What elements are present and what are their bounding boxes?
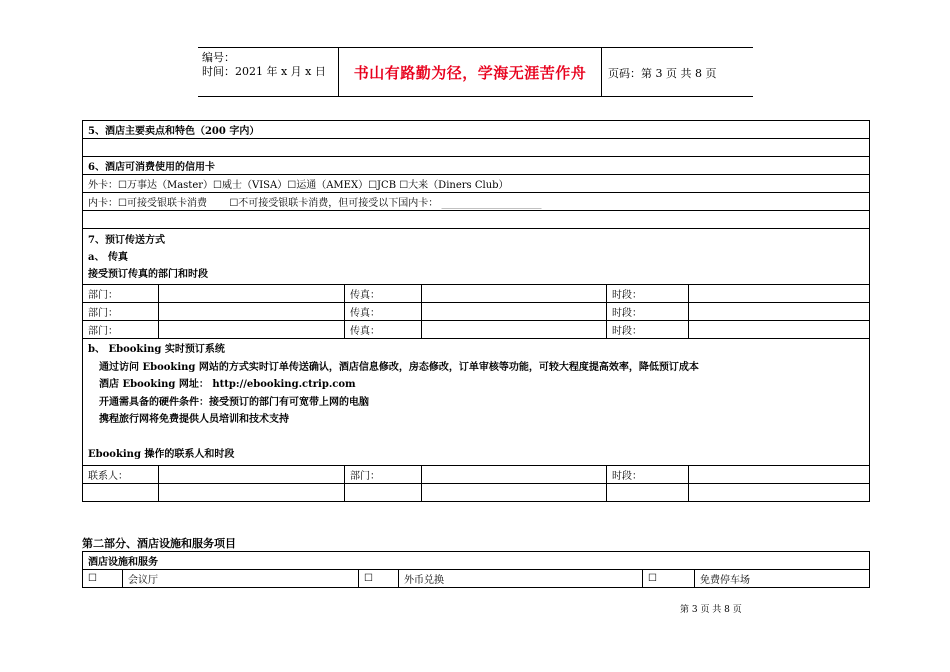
ebooking-url[interactable]: 酒店 Ebooking 网址： http://ebooking.ctrip.com [99, 379, 356, 391]
header-slogan: 书山有路勤为径，学海无涯苦作舟 [338, 48, 602, 96]
contact-input[interactable] [159, 466, 345, 484]
hotel-info-table [82, 120, 870, 502]
contact-input-4[interactable] [345, 484, 422, 502]
dept-label: 部门： [345, 466, 422, 484]
time-input[interactable] [689, 303, 870, 321]
contact-input-6[interactable] [607, 484, 689, 502]
fax-label: 传真： [345, 303, 422, 321]
facility-meeting-room: 会议厅 [123, 570, 359, 588]
dept-input[interactable] [159, 285, 345, 303]
time-label: 时段： [607, 466, 689, 484]
facilities-subtitle: 酒店设施和服务 [83, 552, 870, 570]
number-label: 编号： [202, 51, 235, 64]
contact-label: 联系人： [83, 466, 159, 484]
section-6-spacer [83, 211, 870, 229]
time-input[interactable] [689, 285, 870, 303]
fax-input[interactable] [422, 321, 607, 339]
free-parking-checkbox[interactable]: ☐ [643, 570, 695, 588]
time-label: 时段： [607, 285, 689, 303]
time-input[interactable] [689, 466, 870, 484]
fax-row [83, 321, 870, 339]
contact-input-5[interactable] [422, 484, 607, 502]
facility-currency-exchange: 外币兑换 [399, 570, 643, 588]
unionpay-accept-option[interactable]: 内卡：☐可接受银联卡消费 [88, 198, 207, 209]
time-label: 时段： [607, 303, 689, 321]
fax-row [83, 303, 870, 321]
time-input[interactable] [689, 321, 870, 339]
dept-input[interactable] [159, 321, 345, 339]
section-6-title: 6、酒店可消费使用的信用卡 [83, 157, 870, 175]
time-label: 时间：2021 年 x 月 x 日 [202, 65, 326, 78]
facility-row [83, 570, 870, 588]
contact-input-7[interactable] [689, 484, 870, 502]
fax-label: 传真： [345, 285, 422, 303]
contact-row-empty [83, 484, 870, 502]
header-left [202, 51, 326, 79]
facility-free-parking: 免费停车场 [695, 570, 870, 588]
dept-label: 部门： [83, 303, 159, 321]
time-label: 时段： [607, 321, 689, 339]
part2-title: 第二部分、酒店设施和服务项目 [82, 537, 236, 550]
ebooking-training: 携程旅行网将免费提供人员培训和技术支持 [99, 414, 289, 426]
dept-label: 部门： [83, 321, 159, 339]
fax-dept-subtitle: 接受预订传真的部门和时段 [88, 269, 208, 280]
contact-input-2[interactable] [83, 484, 159, 502]
contact-input-3[interactable] [159, 484, 345, 502]
page-header [198, 47, 753, 97]
domestic-card-blank[interactable]: ____________________ [441, 198, 542, 209]
section-7-header [83, 229, 870, 285]
contact-row [83, 466, 870, 484]
currency-exchange-checkbox[interactable]: ☐ [359, 570, 399, 588]
meeting-room-checkbox[interactable]: ☐ [83, 570, 123, 588]
dept-label: 部门： [83, 285, 159, 303]
fax-input[interactable] [422, 285, 607, 303]
ebooking-block [83, 339, 870, 466]
fax-subtitle: a、 传真 [88, 252, 128, 263]
dept-input[interactable] [159, 303, 345, 321]
fax-row [83, 285, 870, 303]
section-5-title: 5、酒店主要卖点和特色（200 字内） [83, 121, 870, 139]
fax-label: 传真： [345, 321, 422, 339]
facilities-table [82, 551, 870, 588]
section-7-title: 7、预订传送方式 [88, 235, 165, 246]
unionpay-reject-option[interactable]: ☐不可接受银联卡消费，但可接受以下国内卡： [229, 198, 439, 209]
ebooking-contact-title: Ebooking 操作的联系人和时段 [88, 448, 235, 460]
dept-input[interactable] [422, 466, 607, 484]
section-5-input[interactable] [83, 139, 870, 157]
ebooking-desc: 通过访问 Ebooking 网站的方式实时订单传送确认，酒店信息修改，房态修改，订单审核等功能，可较大程度提高效率，降低预订成本 [99, 361, 699, 373]
foreign-cards-row[interactable]: 外卡：☐万事达（Master）☐威士（VISA）☐运通（AMEX）☐JCB ☐大来（Diners Club） [83, 175, 870, 193]
ebooking-title: b、 Ebooking 实时预订系统 [88, 344, 225, 355]
ebooking-hardware: 开通需具备的硬件条件：接受预订的部门有可宽带上网的电脑 [99, 396, 369, 408]
domestic-cards-row[interactable] [83, 193, 870, 211]
fax-input[interactable] [422, 303, 607, 321]
page-footer: 第 3 页 共 8 页 [680, 605, 742, 615]
header-page-number: 页码：第 3 页 共 8 页 [608, 67, 717, 80]
